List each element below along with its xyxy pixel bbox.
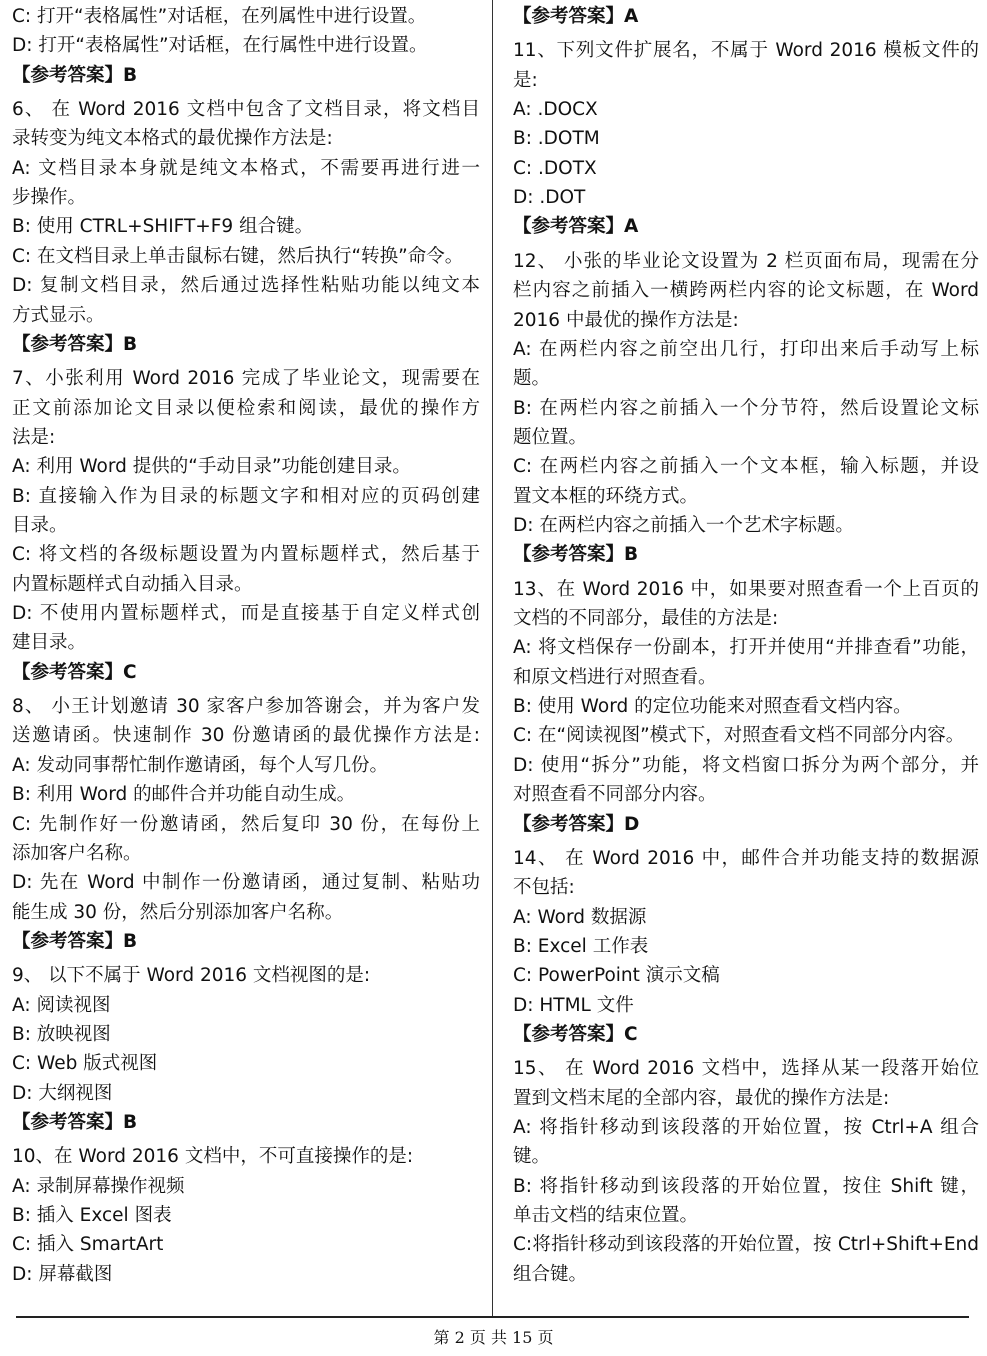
- text-line: D: 使用“拆分”功能，将文档窗口拆分为两个部分，并: [513, 754, 979, 776]
- text-line: 正文前添加论文目录以便检索和阅读，最优的操作方: [12, 397, 480, 419]
- text-line: C: 在文档目录上单击鼠标右键，然后执行“转换”命令。: [12, 245, 464, 267]
- text-line: B: .DOTM: [513, 128, 600, 150]
- text-line: 和原文档进行对照查看。: [513, 666, 717, 688]
- text-line: B: 直接输入作为目录的标题文字和相对应的页码创建: [12, 485, 480, 507]
- text-line: D: .DOT: [513, 187, 586, 209]
- text-line: C: 将文档的各级标题设置为内置标题样式，然后基于: [12, 544, 480, 566]
- text-line: 录转变为纯文本格式的最优操作方法是:: [12, 128, 333, 150]
- text-line: B: 将指针移动到该段落的开始位置，按住 Shift 键，: [513, 1175, 979, 1197]
- text-line: 置文本框的环绕方式。: [513, 485, 699, 507]
- text-line: A: 在两栏内容之前空出几行，打印出来后手动写上标: [513, 338, 979, 360]
- footer-rule: [16, 1316, 969, 1318]
- text-line: 8、 小王计划邀请 30 家客户参加答谢会，并为客户发: [12, 696, 480, 718]
- text-line: 方式显示。: [12, 304, 105, 326]
- text-line: 对照查看不同部分内容。: [513, 784, 717, 806]
- text-line: 不包括:: [513, 877, 575, 899]
- answer-line: 【参考答案】D: [513, 813, 640, 835]
- text-line: 步操作。: [12, 187, 87, 209]
- answer-line: 【参考答案】A: [513, 6, 639, 27]
- text-line: D: 大纲视图: [12, 1082, 113, 1104]
- text-line: 目录。: [12, 515, 68, 536]
- text-line: 14、 在 Word 2016 中，邮件合并功能支持的数据源: [513, 847, 979, 869]
- text-line: 添加客户名称。: [12, 842, 142, 864]
- text-line: 单击文档的结束位置。: [513, 1205, 699, 1226]
- text-line: D: 屏幕截图: [12, 1263, 113, 1285]
- text-line: A: 将指针移动到该段落的开始位置，按 Ctrl+A 组合: [513, 1117, 979, 1138]
- answer-line: 【参考答案】B: [12, 1112, 138, 1133]
- text-line: 9、 以下不属于 Word 2016 文档视图的是:: [12, 965, 371, 987]
- page-number-footer: 第 2 页 共 15 页: [433, 1328, 554, 1347]
- text-line: C: 插入 SmartArt: [12, 1234, 164, 1256]
- text-line: 法是:: [12, 426, 56, 448]
- text-line: A: 录制屏幕操作视频: [12, 1175, 185, 1197]
- text-line: C: 在“阅读视图”模式下，对照查看文档不同部分内容。: [513, 725, 965, 747]
- text-line: B: 插入 Excel 图表: [12, 1205, 172, 1226]
- text-line: 送邀请函。快速制作 30 份邀请函的最优操作方法是:: [12, 725, 480, 747]
- text-line: 题位置。: [513, 426, 588, 448]
- text-line: C: 打开“表格属性”对话框，在列属性中进行设置。: [12, 6, 427, 27]
- text-line: A: 发动同事帮忙制作邀请函，每个人写几份。: [12, 754, 388, 776]
- text-line: 12、 小张的毕业论文设置为 2 栏页面布局，现需在分: [513, 250, 979, 272]
- text-line: 15、 在 Word 2016 文档中，选择从某一段落开始位: [513, 1058, 979, 1080]
- answer-line: 【参考答案】B: [12, 333, 138, 355]
- text-line: 内置标题样式自动插入目录。: [12, 573, 253, 595]
- text-line: D: 打开“表格属性”对话框，在行属性中进行设置。: [12, 35, 428, 57]
- text-line: D: HTML 文件: [513, 994, 634, 1016]
- text-line: 文档的不同部分，最佳的方法是:: [513, 608, 779, 629]
- text-line: B: 在两栏内容之前插入一个分节符，然后设置论文标: [513, 397, 979, 419]
- answer-line: 【参考答案】B: [12, 930, 138, 952]
- column-divider: [492, 0, 493, 1316]
- text-line: B: 使用 CTRL+SHIFT+F9 组合键。: [12, 216, 314, 238]
- text-line: 10、在 Word 2016 文档中，不可直接操作的是:: [12, 1146, 414, 1168]
- text-line: A: 阅读视图: [12, 994, 111, 1016]
- text-line: C:将指针移动到该段落的开始位置，按 Ctrl+Shift+End: [513, 1234, 979, 1256]
- text-line: 6、 在 Word 2016 文档中包含了文档目录，将文档目: [12, 99, 480, 121]
- text-line: 建目录。: [12, 632, 87, 654]
- text-line: C: Web 版式视图: [12, 1053, 158, 1075]
- answer-line: 【参考答案】B: [12, 64, 138, 86]
- text-line: B: 放映视图: [12, 1023, 111, 1045]
- text-line: C: .DOTX: [513, 157, 597, 179]
- text-line: 键。: [513, 1146, 551, 1168]
- answer-line: 【参考答案】C: [513, 1023, 638, 1045]
- text-line: D: 不使用内置标题样式，而是直接基于自定义样式创: [12, 603, 480, 624]
- text-line: 题。: [513, 368, 551, 390]
- text-line: 2016 中最优的操作方法是:: [513, 309, 739, 331]
- text-line: C: PowerPoint 演示文稿: [513, 965, 720, 987]
- text-line: D: 先在 Word 中制作一份邀请函，通过复制、粘贴功: [12, 872, 480, 894]
- text-line: 能生成 30 份，然后分别添加客户名称。: [12, 901, 344, 923]
- text-line: 组合键。: [513, 1263, 588, 1285]
- text-line: 7、小张利用 Word 2016 完成了毕业论文，现需要在: [12, 368, 480, 390]
- text-line: C: 在两栏内容之前插入一个文本框，输入标题，并设: [513, 456, 979, 478]
- text-line: A: 文档目录本身就是纯文本格式，不需要再进行进一: [12, 157, 480, 179]
- text-line: 13、在 Word 2016 中，如果要对照查看一个上百页的: [513, 578, 979, 600]
- text-line: B: Excel 工作表: [513, 935, 649, 957]
- text-line: 置到文档末尾的全部内容，最优的操作方法是:: [513, 1087, 890, 1109]
- answer-line: 【参考答案】C: [12, 661, 137, 683]
- text-line: D: 在两栏内容之前插入一个艺术字标题。: [513, 515, 854, 536]
- answer-line: 【参考答案】A: [513, 216, 639, 238]
- text-line: B: 使用 Word 的定位功能来对照查看文档内容。: [513, 696, 912, 718]
- text-line: D: 复制文档目录，然后通过选择性粘贴功能以纯文本: [12, 275, 480, 297]
- text-line: 是:: [513, 69, 538, 91]
- text-line: A: 将文档保存一份副本，打开并使用“并排查看”功能，: [513, 637, 979, 659]
- text-line: C: 先制作好一份邀请函，然后复印 30 份，在每份上: [12, 813, 480, 835]
- text-line: A: Word 数据源: [513, 906, 647, 928]
- text-line: 11、下列文件扩展名，不属于 Word 2016 模板文件的: [513, 40, 979, 62]
- text-line: B: 利用 Word 的邮件合并功能自动生成。: [12, 784, 356, 806]
- answer-line: 【参考答案】B: [513, 544, 639, 566]
- text-line: A: .DOCX: [513, 99, 598, 121]
- text-line: 栏内容之前插入一横跨两栏内容的论文标题，在 Word: [513, 280, 979, 302]
- text-line: A: 利用 Word 提供的“手动目录”功能创建目录。: [12, 456, 411, 478]
